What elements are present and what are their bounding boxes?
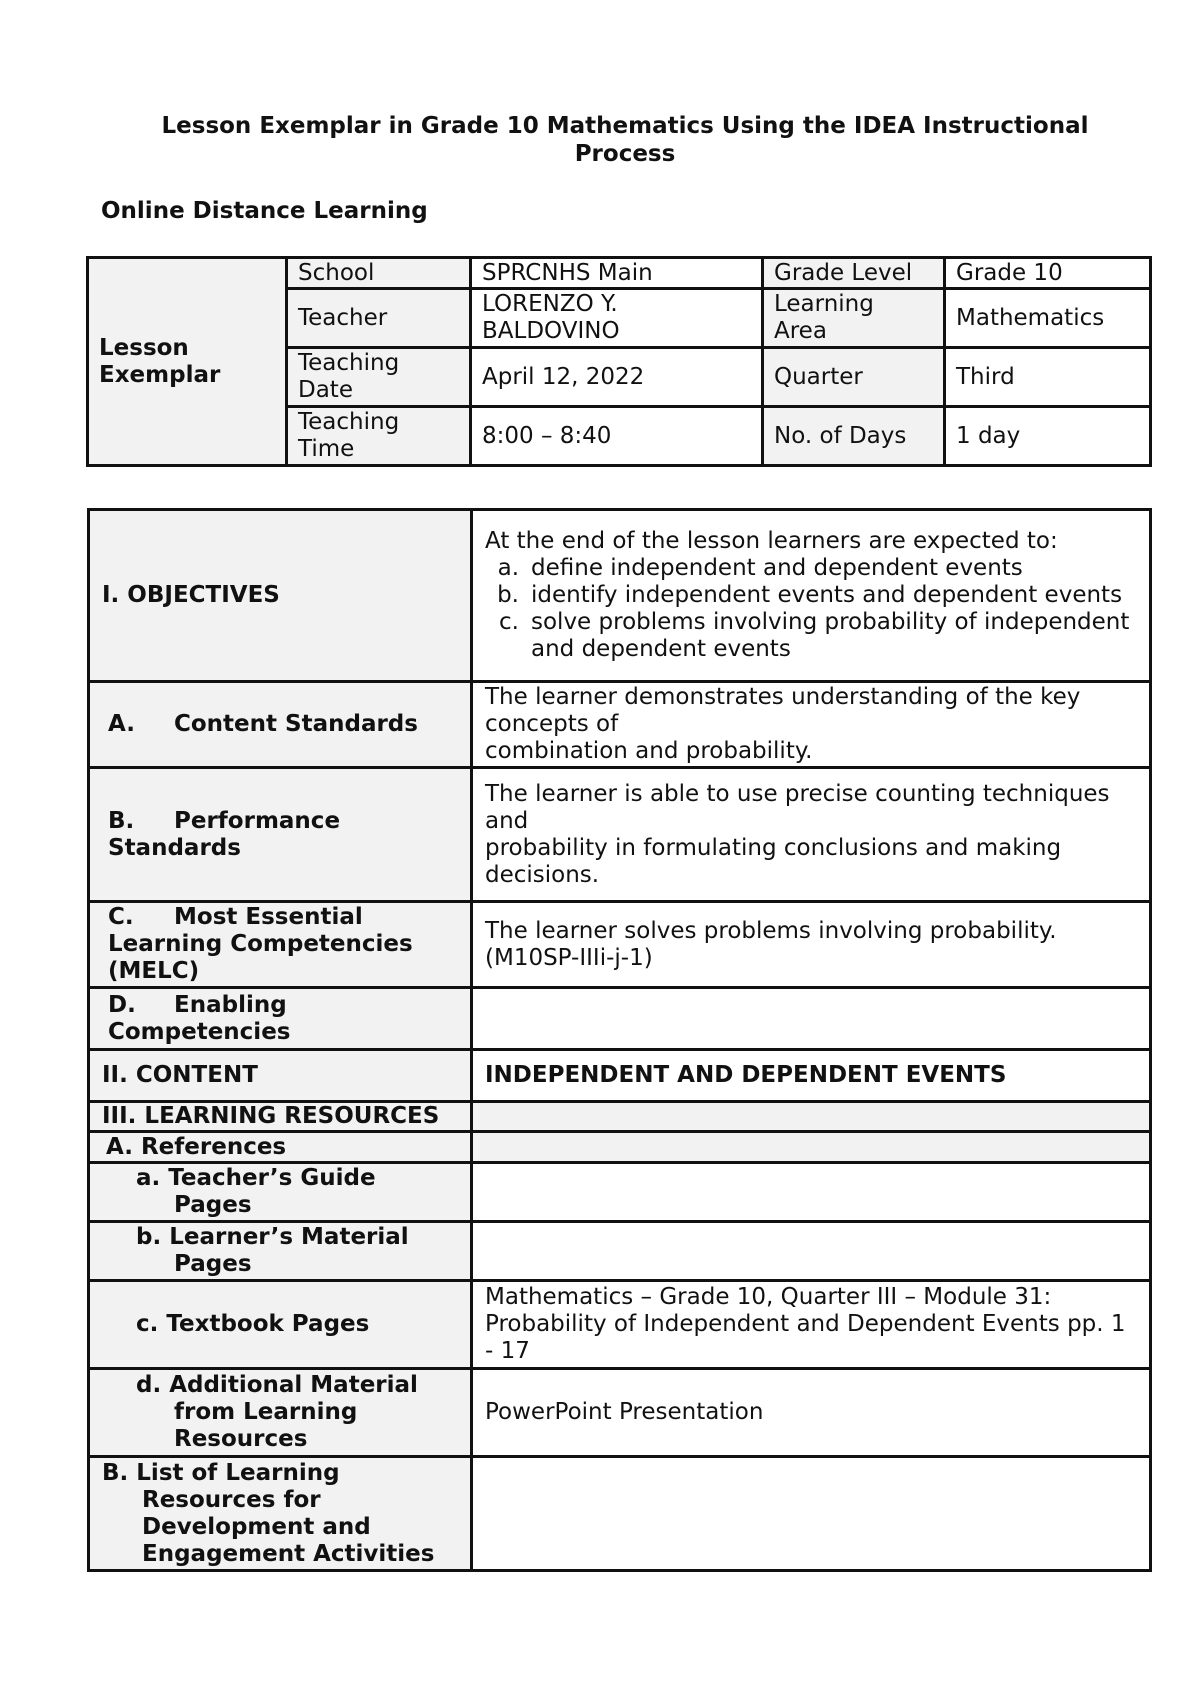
content-standards-value bbox=[472, 682, 1151, 768]
objective-item bbox=[485, 609, 1137, 663]
list-resources-value bbox=[472, 1457, 1151, 1571]
teacher-value: LORENZO Y. BALDOVINO bbox=[471, 289, 763, 348]
lesson-header-table bbox=[86, 256, 1152, 467]
lm-pages-label-cell bbox=[89, 1222, 472, 1281]
lm-pages-row bbox=[89, 1222, 1151, 1281]
references-row bbox=[89, 1132, 1151, 1163]
document-subtitle: Online Distance Learning bbox=[101, 198, 428, 224]
list-resources-label-cell bbox=[89, 1457, 472, 1571]
school-label: School bbox=[287, 258, 471, 289]
objective-text: identify independent events and dependent events bbox=[531, 582, 1123, 608]
textbook-pages-label: c. Textbook Pages bbox=[136, 1311, 370, 1337]
objective-item bbox=[485, 555, 1137, 582]
learning-resources-label: III. LEARNING RESOURCES bbox=[89, 1102, 472, 1132]
lesson-exemplar-label: Lesson Exemplar bbox=[88, 258, 287, 466]
objectives-row bbox=[89, 510, 1151, 682]
learning-resources-row bbox=[89, 1102, 1151, 1132]
tg-pages-label-cell bbox=[89, 1163, 472, 1222]
melc-title: Most Essential Learning Competencies (MELC) bbox=[108, 904, 413, 984]
references-label: A. References bbox=[89, 1132, 472, 1163]
content-label: II. CONTENT bbox=[89, 1050, 472, 1102]
teaching-date-value: April 12, 2022 bbox=[471, 348, 763, 407]
content-row bbox=[89, 1050, 1151, 1102]
content-standards-row bbox=[89, 682, 1151, 768]
melc-row bbox=[89, 902, 1151, 988]
melc-label bbox=[89, 902, 472, 988]
references-value bbox=[472, 1132, 1151, 1163]
objectives-cell bbox=[472, 510, 1151, 682]
objective-text: define independent and dependent events bbox=[531, 555, 1023, 581]
learning-area-value: Mathematics bbox=[945, 289, 1151, 348]
grade-level-label: Grade Level bbox=[763, 258, 945, 289]
objective-item bbox=[485, 582, 1137, 609]
quarter-value: Third bbox=[945, 348, 1151, 407]
enabling-label bbox=[89, 988, 472, 1050]
enabling-letter: D. bbox=[108, 991, 136, 1018]
performance-standards-letter: B. bbox=[108, 807, 135, 834]
performance-standards-value bbox=[472, 768, 1151, 902]
tg-pages-row bbox=[89, 1163, 1151, 1222]
list-resources-label: B. List of Learning Resources for Development and Engagement Activities bbox=[102, 1459, 435, 1567]
melc-letter: C. bbox=[108, 904, 134, 930]
school-value: SPRCNHS Main bbox=[471, 258, 763, 289]
list-resources-row bbox=[89, 1457, 1151, 1571]
content-standards-title: Content Standards bbox=[174, 711, 418, 737]
performance-standards-title: Performance Standards bbox=[108, 807, 341, 861]
performance-standards-line-2: probability in formulating conclusions and making decisions. bbox=[485, 834, 1062, 888]
content-standards-line-2: combination and probability. bbox=[485, 738, 813, 764]
additional-material-row bbox=[89, 1369, 1151, 1457]
performance-standards-line-1: The learner is able to use precise counting techniques and bbox=[485, 780, 1110, 834]
lm-pages-label: b. Learner’s Material Pages bbox=[136, 1224, 409, 1277]
tg-pages-value bbox=[472, 1163, 1151, 1222]
additional-material-label: d. Additional Material from Learning Resources bbox=[136, 1372, 418, 1452]
enabling-value bbox=[472, 988, 1151, 1050]
objective-letter: c. bbox=[499, 609, 519, 635]
objective-letter: a. bbox=[497, 555, 519, 581]
teaching-time-label: Teaching Time bbox=[287, 407, 471, 466]
content-standards-letter: A. bbox=[108, 711, 135, 737]
enabling-row bbox=[89, 988, 1151, 1050]
teaching-time-value: 8:00 – 8:40 bbox=[471, 407, 763, 466]
grade-level-value: Grade 10 bbox=[945, 258, 1151, 289]
content-standards-line-1: The learner demonstrates understanding of the key concepts of bbox=[485, 684, 1081, 737]
performance-standards-label bbox=[89, 768, 472, 902]
additional-material-value: PowerPoint Presentation bbox=[472, 1369, 1151, 1457]
objectives-label: I. OBJECTIVES bbox=[89, 510, 472, 682]
enabling-title: Enabling Competencies bbox=[108, 991, 291, 1045]
objectives-list bbox=[485, 555, 1137, 663]
teacher-label: Teacher bbox=[287, 289, 471, 348]
content-standards-label bbox=[89, 682, 472, 768]
objective-text: solve problems involving probability of independent and dependent events bbox=[531, 609, 1130, 662]
learning-area-label: Learning Area bbox=[763, 289, 945, 348]
page-title: Lesson Exemplar in Grade 10 Mathematics Using the IDEA Instructional Process bbox=[161, 113, 1089, 167]
learning-resources-value bbox=[472, 1102, 1151, 1132]
teaching-date-label: Teaching Date bbox=[287, 348, 471, 407]
performance-standards-row bbox=[89, 768, 1151, 902]
objective-letter: b. bbox=[497, 582, 519, 608]
days-label: No. of Days bbox=[763, 407, 945, 466]
days-value: 1 day bbox=[945, 407, 1151, 466]
quarter-label: Quarter bbox=[763, 348, 945, 407]
textbook-pages-value: Mathematics – Grade 10, Quarter III – Module 31: Probability of Independent and Dependent Events pp. 1 - 17 bbox=[472, 1281, 1151, 1369]
textbook-pages-row bbox=[89, 1281, 1151, 1369]
melc-value: The learner solves problems involving probability. (M10SP-IIIi-j-1) bbox=[472, 902, 1151, 988]
additional-material-label-cell bbox=[89, 1369, 472, 1457]
lesson-plan-table bbox=[87, 508, 1152, 1572]
textbook-pages-label-cell bbox=[89, 1281, 472, 1369]
lm-pages-value bbox=[472, 1222, 1151, 1281]
objectives-intro: At the end of the lesson learners are expected to: bbox=[485, 528, 1058, 554]
content-value: INDEPENDENT AND DEPENDENT EVENTS bbox=[472, 1050, 1151, 1102]
tg-pages-label: a. Teacher’s Guide Pages bbox=[136, 1165, 376, 1218]
